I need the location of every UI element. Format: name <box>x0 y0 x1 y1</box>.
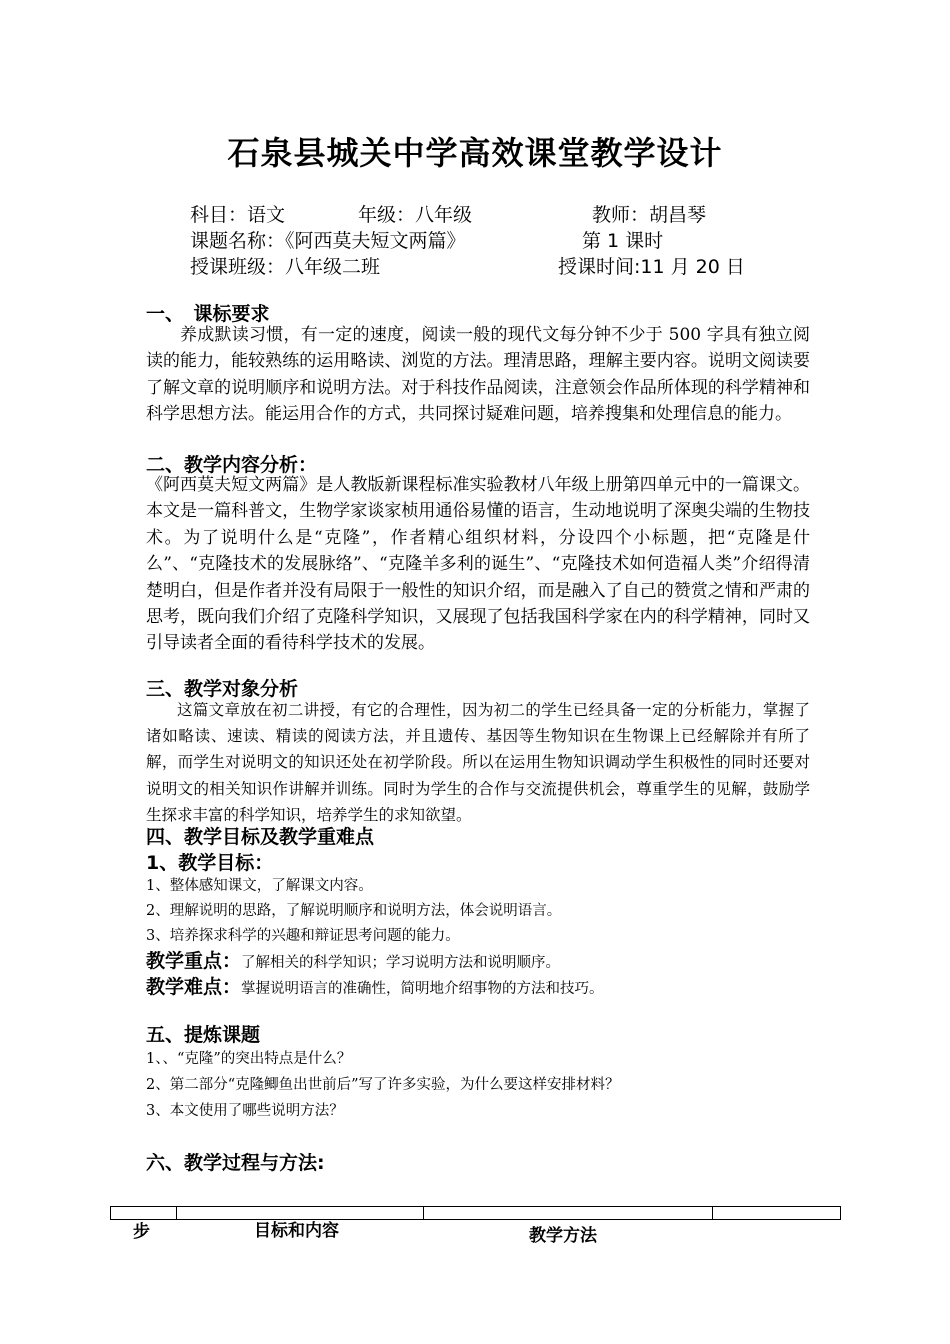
section-2-heading: 二、教学内容分析： <box>146 454 318 476</box>
question-item: 3、本文使用了哪些说明方法？ <box>146 1103 344 1119</box>
section-4-subheading: 1、教学目标： <box>146 852 274 874</box>
key-point <box>146 946 560 973</box>
goal-item: 2、理解说明的思路，了解说明顺序和说明方法，体会说明语言。 <box>146 903 562 919</box>
difficult-point <box>146 972 604 999</box>
grade: 年级：八年级 <box>358 204 473 226</box>
page-title: 石泉县城关中学高效课堂教学设计 <box>227 134 723 172</box>
table-row <box>111 1207 841 1220</box>
table-header-method: 教学方法 <box>529 1226 597 1246</box>
table-cell <box>424 1207 713 1220</box>
question-item: 2、第二部分“克隆鲫鱼出世前后”写了许多实验，为什么要这样安排材料？ <box>146 1077 620 1093</box>
section-3-heading: 三、教学对象分析 <box>146 678 299 700</box>
section-5-heading: 五、提炼课题 <box>146 1024 261 1046</box>
section-3-text: 这篇文章放在初二讲授，有它的合理性，因为初二的学生已经具备一定的分析能力，掌握了诸如略读、速读、精读的阅读方法，并且遗传、基因等生物知识在生物课上已经解除并有所了解，而学生对说明文的知识还处在初学阶段。所以在运用生物知识调动学生积极性的同时还要对说明文的相关知识作讲解并训练。同时为学生的合作与交流提供机会，尊重学生的见解，鼓励学生探求丰富的科学知识，培养学生的求知欲望。 <box>146 701 810 824</box>
key-point-text: 了解相关的科学知识；学习说明方法和说明顺序。 <box>241 955 561 971</box>
section-4-heading: 四、教学目标及教学重难点 <box>146 826 375 848</box>
difficult-point-label: 教学难点： <box>146 976 242 998</box>
section-1-text: 养成默读习惯，有一定的速度，阅读一般的现代文每分钟不少于 500 字具有独立阅读的能力，能较熟练的运用略读、浏览的方法。理清思路，理解主要内容。说明文阅读要了解文章的说明顺序和说明方法。对于科技作品阅读，注意领会作品所体现的科学精神和科学思想方法。能运用合作的方式，共同探讨疑难问题，培养搜集和处理信息的能力。 <box>146 325 810 425</box>
teacher: 教师：胡昌琴 <box>592 204 707 226</box>
section-2-text: 《阿西莫夫短文两篇》是人教版新课程标准实验教材八年级上册第四单元中的一篇课文。本文是一篇科普文，生物学家谈家桢用通俗易懂的语言，生动地说明了深奥尖端的生物技术。为了说明什么是“克隆”，作者精心组织材料，分设四个小标题，把“克隆是什么”、“克隆技术的发展脉络”、“克隆羊多利的诞生”、“克隆技术如何造福人类”介绍得清楚明白，但是作者并没有局限于一般性的知识介绍，而是融入了自己的赞赏之情和严肃的思考，既向我们介绍了克隆科学知识，又展现了包括我国科学家在内的科学精神，同时又引导读者全面的看待科学技术的发展。 <box>146 475 810 654</box>
question-item: 1、、“克隆”的突出特点是什么？ <box>146 1051 352 1067</box>
period: 第 1 课时 <box>582 230 664 252</box>
lesson-name: 课题名称：《阿西莫夫短文两篇》 <box>190 230 466 252</box>
lesson-time: 授课时间:11 月 20 日 <box>558 256 745 278</box>
key-point-label: 教学重点： <box>146 950 242 972</box>
goal-item: 3、培养探求科学的兴趣和辩证思考问题的能力。 <box>146 928 460 944</box>
difficult-point-text: 掌握说明语言的准确性，简明地介绍事物的方法和技巧。 <box>241 981 604 997</box>
table-header-goal: 目标和内容 <box>254 1221 339 1241</box>
goal-item: 1、整体感知课文，了解课文内容。 <box>146 878 373 894</box>
table-header-step: 步 <box>133 1222 150 1242</box>
section-1-heading: 一、 课标要求 <box>146 303 270 325</box>
subject: 科目：语文 <box>190 204 286 226</box>
section-6-heading: 六、教学过程与方法: <box>146 1152 325 1174</box>
process-table <box>110 1206 841 1220</box>
table-cell <box>713 1207 841 1220</box>
class-name: 授课班级：八年级二班 <box>190 256 381 278</box>
